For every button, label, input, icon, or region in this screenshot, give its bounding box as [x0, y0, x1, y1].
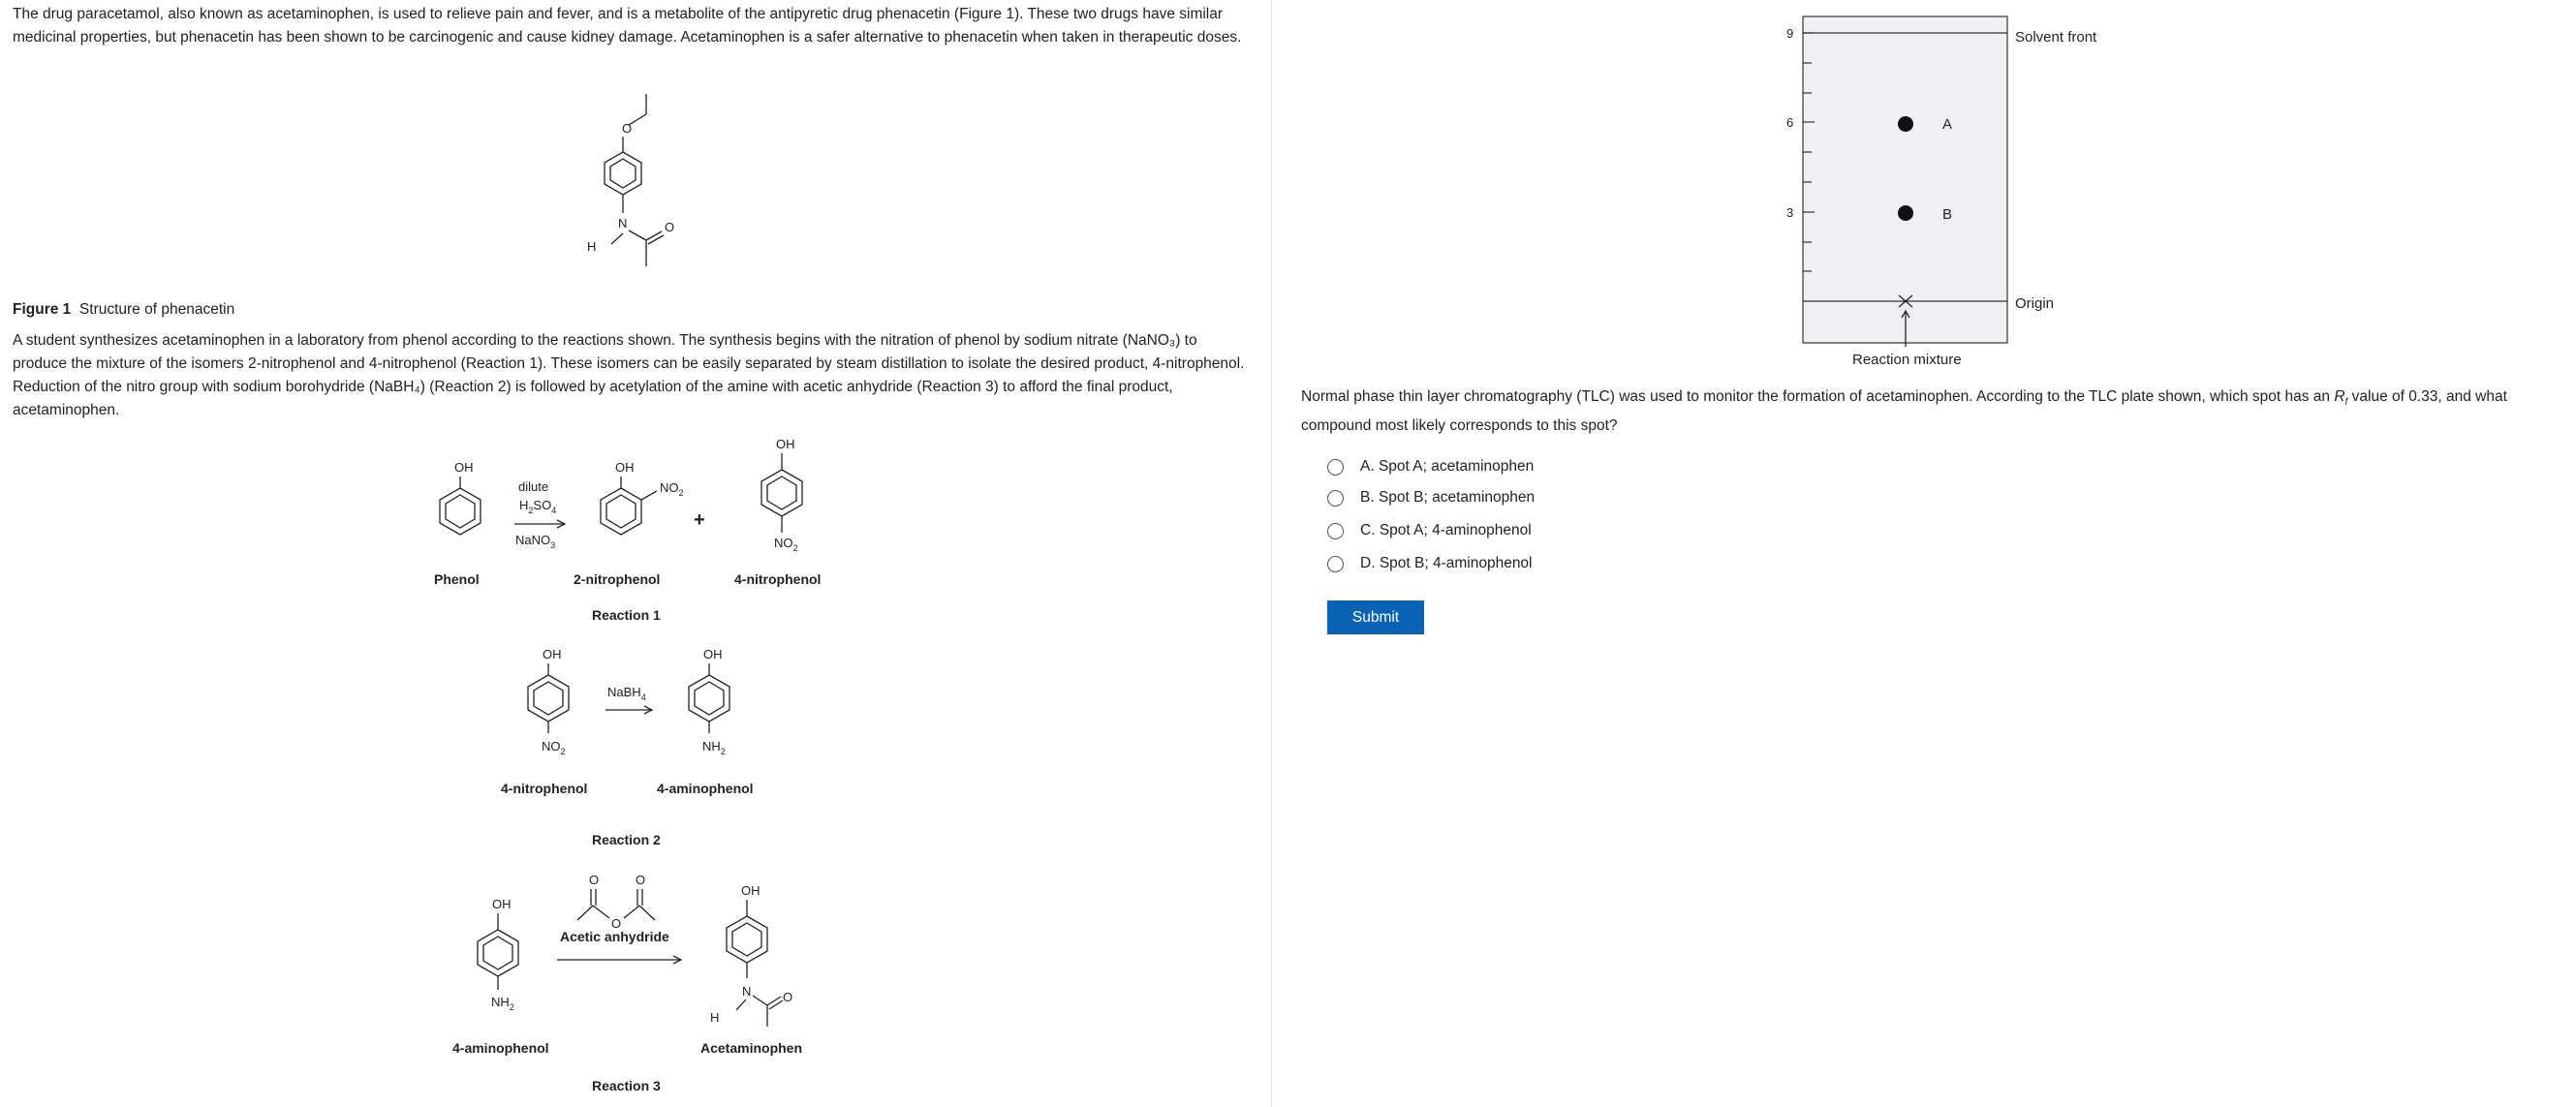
plus-sign: +: [694, 509, 705, 531]
option-c-letter: C.: [1360, 522, 1376, 538]
ortho-oh-label: OH: [615, 460, 635, 475]
phenol-oh-label: OH: [454, 460, 474, 475]
reaction1-reagent-acid: $H_2SO_4$: [519, 498, 557, 515]
r3-reagent-label: Acetic anhydride: [560, 929, 669, 944]
phenacetin-n-label: N: [618, 216, 628, 231]
intro-paragraph: The drug paracetamol, also known as acetaminophen, is used to relieve pain and fever, and is a metabolite of the antipyretic drug phenacetin (Figure 1). These two drugs have similar medicinal properties, but phenacetin has been shown to be carcinogenic and cause kidney damage. Acetaminophen is a safer alternative to phenacetin when taken in therapeutic doses.: [13, 6, 1242, 46]
figure-label: Figure 1: [13, 301, 72, 318]
option-a-text: Spot A; acetaminophen: [1378, 458, 1535, 475]
r2-product-oh-label: OH: [703, 647, 723, 661]
phenacetin-o2-label: O: [665, 220, 675, 234]
option-a-letter: A.: [1360, 458, 1375, 475]
spot-b: [1898, 205, 1913, 221]
phenol-label: Phenol: [434, 571, 480, 587]
anhydride-o3-label: O: [611, 916, 622, 931]
r2-product-nh2-label: $NH_2$: [702, 739, 726, 756]
spot-a: [1898, 116, 1913, 132]
r2-reagent: NaBH$_4$: [607, 685, 646, 702]
para-label: 4-nitrophenol: [734, 571, 822, 587]
r2-start-label: 4-nitrophenol: [501, 781, 588, 796]
option-a[interactable]: [1327, 455, 1534, 478]
origin-label: Origin: [2015, 295, 2055, 312]
option-b[interactable]: [1327, 486, 1535, 509]
reaction-mixture-label: Reaction mixture: [1852, 352, 1962, 368]
tlc-plate-figure: [1783, 8, 2112, 376]
option-d-text: Spot B; 4-aminophenol: [1379, 555, 1533, 571]
tick-label-6: 6: [1786, 115, 1794, 130]
reaction1-title: Reaction 1: [592, 607, 661, 623]
spot-b-label: B: [1942, 206, 1953, 223]
option-d[interactable]: [1327, 552, 1533, 575]
r3-product-label: Acetaminophen: [700, 1040, 803, 1056]
anhydride-o1-label: O: [589, 873, 600, 887]
para-no2-label: $NO_2$: [774, 536, 798, 553]
phenacetin-h-label: H: [587, 239, 597, 254]
r3-product-oh-label: OH: [741, 883, 760, 898]
option-a-radio[interactable]: [1327, 459, 1344, 476]
phenacetin-structure: [572, 82, 688, 291]
option-d-letter: D.: [1360, 555, 1376, 571]
tick-label-3: 3: [1786, 205, 1794, 220]
r2-start-no2-label: $NO_2$: [542, 739, 566, 756]
passage-panel: [0, 0, 1271, 1107]
reaction1-reagent-bottom: NaNO$_3$: [515, 533, 556, 550]
option-c-text: Spot A; 4-aminophenol: [1379, 522, 1532, 538]
ortho-label: 2-nitrophenol: [574, 571, 661, 587]
tlc-plate: [1803, 16, 2007, 343]
ortho-no2-label: $NO_2$: [660, 480, 684, 498]
option-c[interactable]: [1327, 519, 1532, 542]
r3-product-h-label: H: [710, 1010, 720, 1025]
question-text: Normal phase thin layer chromatography (TLC) was used to monitor the formation of acetaminophen. According to the TLC plate shown, which spot has an $R_f$ value of 0.33, and what compound most likely corresponds to this spot?: [1301, 388, 2507, 435]
reaction-3: [452, 873, 802, 1093]
synthesis-paragraph: A student synthesizes acetaminophen in a laboratory from phenol according to the reactions shown. The synthesis begins with the nitration of phenol by sodium nitrate (NaNO₃) to produce the mixture of the isomers 2-nitrophenol and 4-nitrophenol (Reaction 1). These isomers can be easily separated by steam distillation to isolate the desired product, 4-nitrophenol. Reduction of the nitro group with sodium borohydride (NaBH₄) (Reaction 2) is followed by acetylation of the amine with acetic anhydride (Reaction 3) to afford the final product, acetaminophen.: [13, 332, 1245, 418]
figure-title: Structure of phenacetin: [78, 301, 235, 318]
reaction-scheme: [407, 426, 853, 1104]
reaction2-title: Reaction 2: [592, 832, 661, 847]
reaction-1: [434, 437, 821, 623]
tick-label-9: 9: [1786, 26, 1794, 41]
r2-start-oh-label: OH: [543, 647, 562, 661]
reaction3-title: Reaction 3: [592, 1078, 661, 1093]
figure-caption: [13, 301, 234, 319]
r3-start-oh-label: OH: [492, 897, 512, 911]
reaction-2: [501, 647, 754, 847]
r3-product-o-label: O: [783, 990, 793, 1004]
reaction1-reagent-top: dilute: [518, 479, 549, 494]
option-b-radio[interactable]: [1327, 490, 1344, 507]
option-b-letter: B.: [1360, 489, 1375, 506]
submit-button[interactable]: Submit: [1327, 600, 1424, 634]
option-d-radio[interactable]: [1327, 556, 1344, 572]
r3-product-n-label: N: [742, 984, 752, 999]
spot-a-label: A: [1942, 116, 1953, 133]
option-c-radio[interactable]: [1327, 523, 1344, 539]
anhydride-o2-label: O: [636, 873, 646, 887]
para-oh-label: OH: [776, 437, 795, 451]
solvent-front-label: Solvent front: [2015, 29, 2097, 46]
r3-start-nh2-label: $NH_2$: [491, 995, 514, 1012]
r3-start-label: 4-aminophenol: [452, 1040, 549, 1056]
r2-product-label: 4-aminophenol: [657, 781, 754, 796]
option-b-text: Spot B; acetaminophen: [1378, 489, 1536, 506]
phenacetin-o-label: O: [622, 121, 633, 136]
